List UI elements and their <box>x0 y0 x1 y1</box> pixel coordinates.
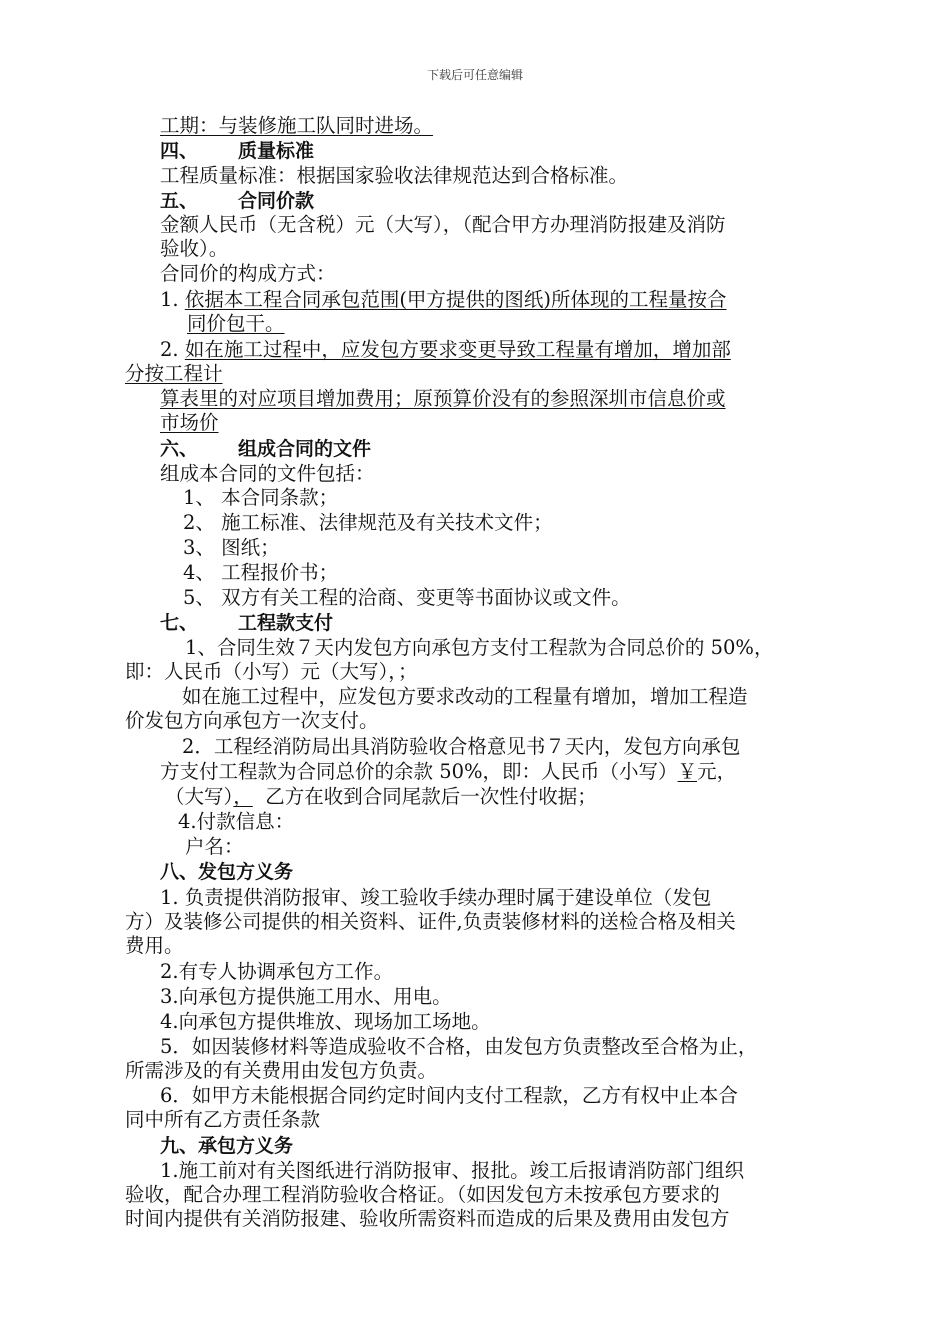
heading-5: 五、 合同价款 <box>160 190 315 212</box>
line-amount: 金额人民币（无含税）元（大写），（配合甲方办理消防报建及消防 <box>160 213 726 236</box>
line-employer-6-cont: 同中所有乙方责任条款 <box>125 1108 321 1131</box>
line-price-2-cont: 分按工程计 <box>125 362 223 385</box>
line-price-1: 1. 依据本工程合同承包范围(甲方提供的图纸)所体现的工程量按合 <box>160 288 727 311</box>
line-pay-2-cont2: （大写）， 乙方在收到合同尾款后一次性付收据； <box>165 785 597 808</box>
line-employer-6: 6．如甲方未能根据合同约定时间内支付工程款，乙方有权中止本合 <box>160 1084 738 1107</box>
line-pay-2-cont: 方支付工程款为合同总价的余款 50%，即：人民币（小写）￥元， <box>160 760 737 783</box>
line-doc-1: 1、 本合同条款； <box>183 486 339 509</box>
line-employer-1: 1. 负责提供消防报审、竣工验收手续办理时属于建设单位（发包 <box>160 886 712 909</box>
line-price-2: 2. 如在施工过程中，应发包方要求变更导致工程量有增加，增加部 <box>160 338 731 361</box>
line-contractor-1: 1.施工前对有关图纸进行消防报审、报批。竣工后报请消防部门组织 <box>160 1159 745 1182</box>
line-contractor-1-cont2: 时间内提供有关消防报建、验收所需资料而造成的后果及费用由发包方 <box>125 1207 730 1230</box>
line-pay-1-cont: 即：人民币（小写）元（大写），； <box>125 660 418 683</box>
line-quality: 工程质量标准：根据国家验收法律规范达到合格标准。 <box>160 164 629 187</box>
line-employer-2: 2.有专人协调承包方工作。 <box>160 960 394 983</box>
line-doc-3: 3、 图纸； <box>183 536 280 559</box>
page-header: 下载后可任意编辑 <box>426 68 523 82</box>
line-employer-5: 5．如因装修材料等造成验收不合格，由发包方负责整改至合格为止， <box>160 1035 758 1058</box>
line-pay-change: 如在施工过程中，应发包方要求改动的工程量有增加，增加工程造 <box>182 685 748 708</box>
line-docs-intro: 组成本合同的文件包括： <box>160 462 375 485</box>
line-employer-4: 4.向承包方提供堆放、现场加工场地。 <box>160 1010 491 1033</box>
line-doc-2: 2、 施工标准、法律规范及有关技术文件； <box>183 511 553 534</box>
line-price-2-cont2: 算表里的对应项目增加费用；原预算价没有的参照深圳市信息价或 <box>160 387 726 410</box>
line-employer-3: 3.向承包方提供施工用水、用电。 <box>160 985 452 1008</box>
line-doc-5: 5、 双方有关工程的洽商、变更等书面协议或文件。 <box>183 586 631 609</box>
line-price-1-cont: 同价包干。 <box>187 312 285 335</box>
heading-6: 六、 组成合同的文件 <box>160 438 372 460</box>
line-account-name: 户名： <box>185 835 244 858</box>
line-pay-2: 2．工程经消防局出具消防验收合格意见书７天内，发包方向承包 <box>182 735 741 758</box>
line-amount-cont: 验收）。 <box>160 237 229 260</box>
line-price-2-cont3: 市场价 <box>160 411 219 434</box>
line-employer-1-cont: 方）及装修公司提供的相关资料、证件,负责装修材料的送检合格及相关 <box>125 910 736 933</box>
line-employer-5-cont: 所需涉及的有关费用由发包方负责。 <box>125 1059 438 1082</box>
line-pay-change-cont: 价发包方向承包方一次支付。 <box>125 709 379 732</box>
line-employer-1-cont2: 费用。 <box>125 934 184 957</box>
line-doc-4: 4、 工程报价书； <box>183 561 339 584</box>
heading-9: 九、承包方义务 <box>160 1135 294 1157</box>
line-contractor-1-cont: 验收，配合办理工程消防验收合格证。（如因发包方未按承包方要求的 <box>125 1183 720 1206</box>
line-pay-1: 1、合同生效７天内发包方向承包方支付工程款为合同总价的 50%， <box>185 636 774 659</box>
line-duration: 工期：与装修施工队同时进场。 <box>160 114 434 137</box>
line-payment-info: 4.付款信息： <box>178 810 295 833</box>
heading-7: 七、 工程款支付 <box>160 612 334 634</box>
line-price-form: 合同价的构成方式： <box>160 262 336 285</box>
heading-8: 八、发包方义务 <box>160 861 294 883</box>
heading-4: 四、 质量标准 <box>160 140 315 162</box>
